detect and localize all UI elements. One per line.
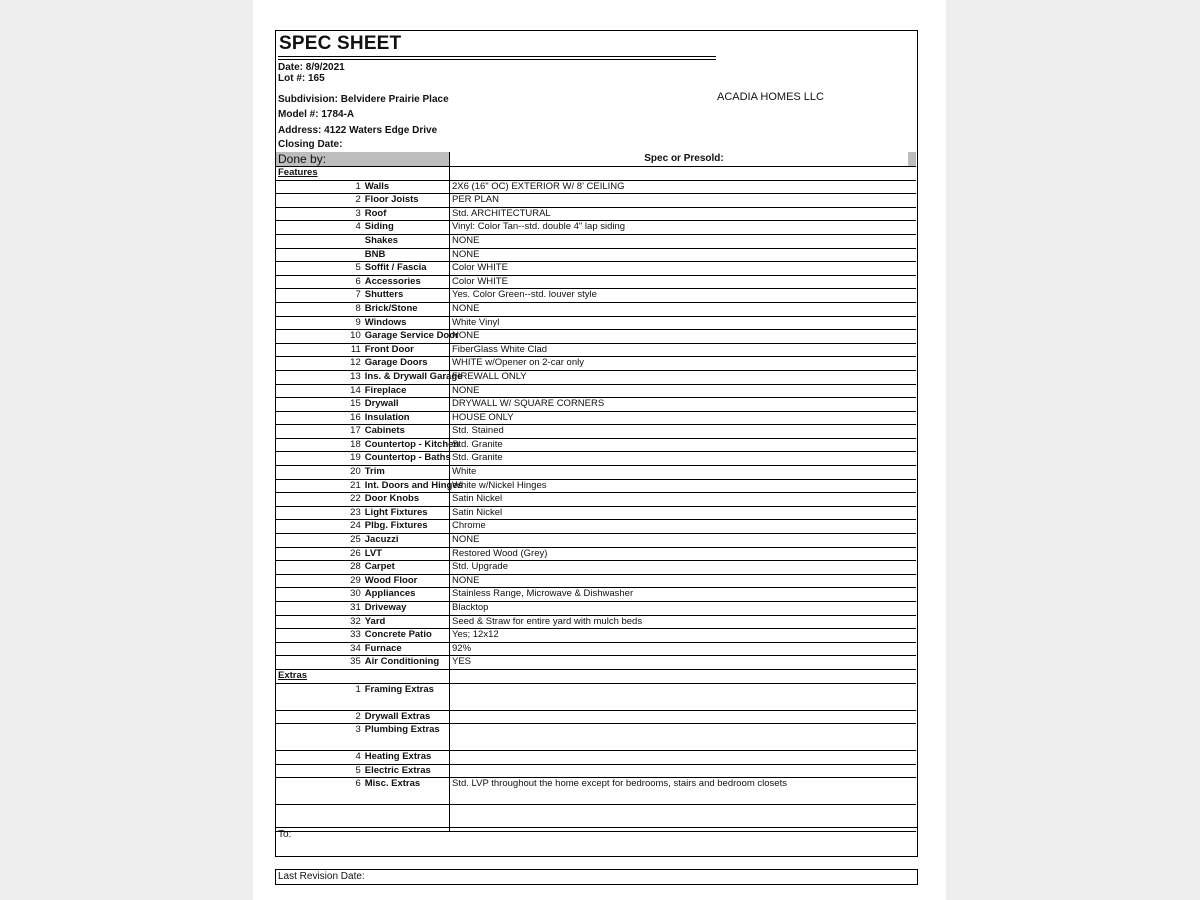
row-value bbox=[450, 751, 917, 765]
row-number: 21 bbox=[276, 479, 363, 493]
row-value: White Vinyl bbox=[450, 316, 917, 330]
row-number: 6 bbox=[276, 275, 363, 289]
table-row bbox=[276, 343, 916, 357]
row-value: Stainless Range, Microwave & Dishwasher bbox=[450, 588, 917, 602]
table-row bbox=[276, 493, 916, 507]
row-label: Shakes bbox=[363, 234, 450, 248]
page-title: SPEC SHEET bbox=[279, 33, 402, 54]
row-number: 11 bbox=[276, 343, 363, 357]
row-value: NONE bbox=[450, 574, 917, 588]
revision-box bbox=[275, 869, 918, 885]
address-field: Address: 4122 Waters Edge Drive bbox=[278, 125, 438, 136]
subdivision-field: Subdivision: Belvidere Prairie Place bbox=[278, 94, 449, 105]
title-underline-second bbox=[278, 59, 716, 60]
row-label: Electric Extras bbox=[363, 764, 450, 778]
row-label: Yard bbox=[363, 615, 450, 629]
row-number: 35 bbox=[276, 656, 363, 670]
row-number: 10 bbox=[276, 330, 363, 344]
row-value: NONE bbox=[450, 534, 917, 548]
spec-table bbox=[276, 152, 916, 832]
row-label: Misc. Extras bbox=[363, 778, 450, 805]
closing-date-field: Closing Date: bbox=[278, 139, 343, 150]
row-value: Color WHITE bbox=[450, 275, 917, 289]
row-label: Brick/Stone bbox=[363, 302, 450, 316]
row-number bbox=[276, 234, 363, 248]
row-number: 5 bbox=[276, 764, 363, 778]
row-label: Garage Service Door bbox=[363, 330, 450, 344]
row-label: Jacuzzi bbox=[363, 534, 450, 548]
row-label: Soffit / Fascia bbox=[363, 262, 450, 276]
table-row bbox=[276, 438, 916, 452]
table-row bbox=[276, 710, 916, 724]
row-number bbox=[276, 248, 363, 262]
row-value: HOUSE ONLY bbox=[450, 411, 917, 425]
row-value: FIREWALL ONLY bbox=[450, 370, 917, 384]
row-number: 2 bbox=[276, 194, 363, 208]
row-label: Framing Extras bbox=[363, 683, 450, 710]
row-value: DRYWALL W/ SQUARE CORNERS bbox=[450, 398, 917, 412]
features-section-label: Features bbox=[276, 167, 450, 181]
row-value: Color WHITE bbox=[450, 262, 917, 276]
header-shade-strip bbox=[908, 152, 916, 166]
row-value: Chrome bbox=[450, 520, 917, 534]
row-value: FiberGlass White Clad bbox=[450, 343, 917, 357]
row-label: Shutters bbox=[363, 289, 450, 303]
table-row bbox=[276, 302, 916, 316]
table-row bbox=[276, 330, 916, 344]
row-number: 29 bbox=[276, 574, 363, 588]
row-number: 23 bbox=[276, 506, 363, 520]
table-row bbox=[276, 520, 916, 534]
row-value: 2X6 (16" OC) EXTERIOR W/ 8' CEILING bbox=[450, 180, 917, 194]
table-row bbox=[276, 180, 916, 194]
row-value: Restored Wood (Grey) bbox=[450, 547, 917, 561]
row-label: Accessories bbox=[363, 275, 450, 289]
row-number: 8 bbox=[276, 302, 363, 316]
row-label: Countertop - Kitchen bbox=[363, 438, 450, 452]
table-row bbox=[276, 506, 916, 520]
row-number: 14 bbox=[276, 384, 363, 398]
row-label: Wood Floor bbox=[363, 574, 450, 588]
row-label: Roof bbox=[363, 207, 450, 221]
row-label: Cabinets bbox=[363, 425, 450, 439]
row-number: 33 bbox=[276, 629, 363, 643]
row-number: 12 bbox=[276, 357, 363, 371]
table-row bbox=[276, 574, 916, 588]
row-value bbox=[450, 710, 917, 724]
title-underline bbox=[278, 56, 716, 57]
row-number: 18 bbox=[276, 438, 363, 452]
row-number: 19 bbox=[276, 452, 363, 466]
row-label: Floor Joists bbox=[363, 194, 450, 208]
row-value: NONE bbox=[450, 384, 917, 398]
row-number: 6 bbox=[276, 778, 363, 805]
table-row bbox=[276, 398, 916, 412]
table-row bbox=[276, 316, 916, 330]
row-number: 2 bbox=[276, 710, 363, 724]
row-number: 20 bbox=[276, 466, 363, 480]
row-label: Walls bbox=[363, 180, 450, 194]
row-label: BNB bbox=[363, 248, 450, 262]
row-label: Furnace bbox=[363, 642, 450, 656]
table-row bbox=[276, 479, 916, 493]
row-number: 22 bbox=[276, 493, 363, 507]
lot-field: Lot #: 165 bbox=[278, 73, 325, 84]
table-row bbox=[276, 357, 916, 371]
spec-sheet bbox=[275, 30, 918, 857]
row-value: Seed & Straw for entire yard with mulch beds bbox=[450, 615, 917, 629]
table-row bbox=[276, 629, 916, 643]
row-label: Air Conditioning bbox=[363, 656, 450, 670]
row-value: Blacktop bbox=[450, 602, 917, 616]
table-row bbox=[276, 547, 916, 561]
spec-or-presold-header: Spec or Presold: bbox=[644, 153, 724, 164]
row-label: Light Fixtures bbox=[363, 506, 450, 520]
to-box bbox=[275, 827, 918, 857]
table-row bbox=[276, 683, 916, 710]
row-label: LVT bbox=[363, 547, 450, 561]
row-value: Std. Upgrade bbox=[450, 561, 917, 575]
row-value: Vinyl: Color Tan--std. double 4" lap siding bbox=[450, 221, 917, 235]
row-value bbox=[450, 683, 917, 710]
row-label: Door Knobs bbox=[363, 493, 450, 507]
model-field: Model #: 1784-A bbox=[278, 109, 355, 120]
row-number: 17 bbox=[276, 425, 363, 439]
row-number: 16 bbox=[276, 411, 363, 425]
row-value: YES bbox=[450, 656, 917, 670]
row-number: 15 bbox=[276, 398, 363, 412]
row-value: PER PLAN bbox=[450, 194, 917, 208]
table-row bbox=[276, 602, 916, 616]
row-number: 7 bbox=[276, 289, 363, 303]
row-label: Drywall bbox=[363, 398, 450, 412]
table-row bbox=[276, 452, 916, 466]
features-section-row bbox=[276, 167, 916, 181]
row-number: 3 bbox=[276, 724, 363, 751]
row-value bbox=[450, 724, 917, 751]
row-label: Ins. & Drywall Garage bbox=[363, 370, 450, 384]
row-value: Std. Granite bbox=[450, 452, 917, 466]
spec-header-cell bbox=[450, 152, 917, 167]
row-label: Insulation bbox=[363, 411, 450, 425]
row-value: NONE bbox=[450, 302, 917, 316]
table-row bbox=[276, 248, 916, 262]
row-label: Plbg. Fixtures bbox=[363, 520, 450, 534]
table-header-row bbox=[276, 152, 916, 167]
row-number: 1 bbox=[276, 180, 363, 194]
table-row bbox=[276, 615, 916, 629]
table-row bbox=[276, 425, 916, 439]
row-value: Std. LVP throughout the home except for bedrooms, stairs and bedroom closets bbox=[450, 778, 917, 805]
last-revision-label: Last Revision Date: bbox=[278, 871, 365, 882]
table-row bbox=[276, 275, 916, 289]
row-number: 25 bbox=[276, 534, 363, 548]
row-label: Appliances bbox=[363, 588, 450, 602]
table-row bbox=[276, 588, 916, 602]
row-label: Front Door bbox=[363, 343, 450, 357]
row-value: Satin Nickel bbox=[450, 493, 917, 507]
table-row bbox=[276, 656, 916, 670]
row-number: 26 bbox=[276, 547, 363, 561]
row-value: NONE bbox=[450, 248, 917, 262]
extras-section-label: Extras bbox=[276, 669, 450, 683]
table-row bbox=[276, 466, 916, 480]
row-value: 92% bbox=[450, 642, 917, 656]
row-label: Driveway bbox=[363, 602, 450, 616]
row-value: Std. Granite bbox=[450, 438, 917, 452]
table-row bbox=[276, 642, 916, 656]
row-label: Plumbing Extras bbox=[363, 724, 450, 751]
row-number: 4 bbox=[276, 751, 363, 765]
row-label: Garage Doors bbox=[363, 357, 450, 371]
date-field: Date: 8/9/2021 bbox=[278, 62, 345, 73]
table-row bbox=[276, 561, 916, 575]
table-row bbox=[276, 221, 916, 235]
row-number: 13 bbox=[276, 370, 363, 384]
row-value: NONE bbox=[450, 330, 917, 344]
table-row bbox=[276, 411, 916, 425]
table-row bbox=[276, 289, 916, 303]
table-row bbox=[276, 234, 916, 248]
extras-section-row bbox=[276, 669, 916, 683]
table-row bbox=[276, 764, 916, 778]
row-value: NONE bbox=[450, 234, 917, 248]
row-value: Satin Nickel bbox=[450, 506, 917, 520]
to-label: To: bbox=[278, 829, 292, 840]
table-row bbox=[276, 207, 916, 221]
row-number: 4 bbox=[276, 221, 363, 235]
row-value: White w/Nickel Hinges bbox=[450, 479, 917, 493]
row-label: Fireplace bbox=[363, 384, 450, 398]
row-number: 5 bbox=[276, 262, 363, 276]
row-label: Countertop - Baths bbox=[363, 452, 450, 466]
row-number: 3 bbox=[276, 207, 363, 221]
row-value bbox=[450, 764, 917, 778]
row-value: Yes; 12x12 bbox=[450, 629, 917, 643]
row-label: Siding bbox=[363, 221, 450, 235]
table-row bbox=[276, 370, 916, 384]
row-label: Trim bbox=[363, 466, 450, 480]
table-row bbox=[276, 724, 916, 751]
table-row bbox=[276, 384, 916, 398]
table-row bbox=[276, 751, 916, 765]
table-row bbox=[276, 778, 916, 805]
row-number: 1 bbox=[276, 683, 363, 710]
row-number: 9 bbox=[276, 316, 363, 330]
row-label: Int. Doors and Hinges bbox=[363, 479, 450, 493]
table-row bbox=[276, 534, 916, 548]
row-number: 32 bbox=[276, 615, 363, 629]
row-label: Drywall Extras bbox=[363, 710, 450, 724]
row-number: 34 bbox=[276, 642, 363, 656]
row-label: Windows bbox=[363, 316, 450, 330]
row-label: Concrete Patio bbox=[363, 629, 450, 643]
row-value: WHITE w/Opener on 2-car only bbox=[450, 357, 917, 371]
row-number: 24 bbox=[276, 520, 363, 534]
row-number: 28 bbox=[276, 561, 363, 575]
row-value: White bbox=[450, 466, 917, 480]
row-label: Heating Extras bbox=[363, 751, 450, 765]
table-row bbox=[276, 194, 916, 208]
table-row bbox=[276, 262, 916, 276]
row-value: Std. Stained bbox=[450, 425, 917, 439]
row-number: 31 bbox=[276, 602, 363, 616]
company-name: ACADIA HOMES LLC bbox=[717, 91, 824, 103]
row-label: Carpet bbox=[363, 561, 450, 575]
row-value: Std. ARCHITECTURAL bbox=[450, 207, 917, 221]
done-by-header: Done by: bbox=[276, 152, 450, 167]
row-number: 30 bbox=[276, 588, 363, 602]
row-value: Yes. Color Green--std. louver style bbox=[450, 289, 917, 303]
